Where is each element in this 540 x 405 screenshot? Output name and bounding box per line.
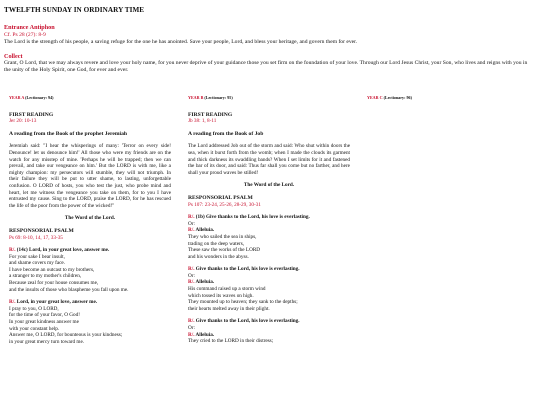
response-mark: R/.	[9, 247, 16, 254]
word-of-the-lord: The Word of the Lord.	[243, 182, 295, 189]
alleluia-response	[188, 227, 350, 234]
response-mark: R/.	[188, 214, 195, 221]
year-b-label: YEAR B	[188, 95, 204, 100]
alleluia-response	[188, 332, 350, 339]
entrance-antiphon-ref: Cf. Ps 28 (27): 8-9	[4, 32, 46, 38]
response-mark: R/.	[188, 279, 195, 286]
verse-line: In your great kindness answer me	[9, 319, 79, 326]
verse-line: with your constant help.	[9, 325, 60, 332]
year-b-column	[188, 95, 350, 351]
alleluia-response	[188, 279, 350, 286]
collect-heading: Collect	[4, 53, 23, 60]
response-text: Give thanks to the Lord, his love is everlasting.	[195, 318, 300, 325]
response-mark: R/.	[188, 331, 195, 338]
response-mark: R/.	[188, 266, 195, 273]
psalm-label: RESPONSORIAL PSALM	[9, 227, 74, 234]
psalm-response	[9, 247, 171, 254]
verse-line: and the insults of those who blaspheme you fall upon me.	[9, 286, 129, 293]
or-label: Or:	[188, 220, 195, 227]
year-c-column	[367, 95, 529, 112]
alleluia-text: Alleluia.	[195, 279, 215, 286]
entrance-antiphon-heading: Entrance Antiphon	[4, 24, 55, 31]
psalm-verse	[188, 286, 350, 312]
or-label: Or:	[188, 325, 195, 332]
verse-line: Because zeal for your house consumes me,	[9, 280, 99, 287]
collect-text: Grant, O Lord, that we may always revere and love your holy name, for you never deprive of your guidance those you set firm on the foundation of your love. Through our Lord Jesus Christ, your Son, who lives and reigns with you in the unity of the Holy Spirit, one God, for ever and ever.	[4, 60, 528, 73]
verse-line: They who sailed the sea in ships,	[188, 233, 257, 240]
verse-line: which tossed its waves on high.	[188, 292, 254, 299]
response-mark: R/.	[9, 299, 16, 306]
first-reading-text: The Lord addressed Job out of the storm and said: Who shut within doors the sea, when it burst forth from the womb; when I made the clouds its garment and thick darkness its swaddling bands? When I set limits for it and fastened the bar of its door, and said: Thus far shall you come but no farther, and here shall your proud waves be stilled!	[188, 143, 350, 176]
psalm-ref: Ps 69: 8-10, 14, 17, 33-35	[9, 234, 63, 241]
psalm-response	[188, 266, 350, 273]
year-a-lectionary: (Lectionary: 94)	[25, 95, 54, 100]
response-text: Give thanks to the Lord, his love is everlasting.	[195, 266, 300, 273]
year-b-lectionary: (Lectionary: 95)	[204, 95, 233, 100]
first-reading-label: FIRST READING	[188, 111, 233, 118]
year-b-header	[188, 95, 350, 102]
psalm-response	[188, 318, 350, 325]
page-title: TWELFTH SUNDAY IN ORDINARY TIME	[4, 6, 145, 14]
psalm-label: RESPONSORIAL PSALM	[188, 194, 253, 201]
year-a-header	[9, 95, 171, 102]
alleluia-text: Alleluia.	[195, 227, 215, 234]
psalm-response	[188, 214, 350, 221]
verse-line: His command raised up a storm wind	[188, 286, 266, 293]
year-c-lectionary: (Lectionary: 96)	[383, 95, 412, 100]
year-a-column	[9, 95, 171, 351]
first-reading-title: A reading from the Book of Job	[188, 130, 264, 137]
psalm-response	[9, 299, 171, 306]
psalm-verse	[9, 254, 171, 294]
alleluia-text: Alleluia.	[195, 331, 215, 338]
year-c-header	[367, 95, 529, 102]
verse-line: I pray to you, O LORD,	[9, 305, 59, 312]
or-label: Or:	[188, 272, 195, 279]
response-text: Lord, in your great love, answer me.	[16, 299, 98, 306]
psalm-verse	[188, 234, 350, 260]
response-text: (1b) Give thanks to the Lord, his love is everlasting.	[195, 214, 310, 221]
psalm-ref: Ps 107: 23-24, 25-26, 28-29, 30-31	[188, 201, 261, 208]
verse-line: These saw the works of the LORD	[188, 247, 261, 254]
verse-line: for the time of your favor, O God!	[9, 312, 80, 319]
first-reading-ref: Jb 38: 1, 8-11	[188, 118, 217, 125]
first-reading-title: A reading from the Book of the prophet Jeremiah	[9, 130, 127, 137]
verse-line: They mounted up to heaven; they sank to the depths;	[188, 299, 298, 306]
verse-line: For your sake I bear insult,	[9, 253, 65, 260]
year-a-label: YEAR A	[9, 95, 25, 100]
psalm-verse	[188, 338, 350, 345]
verse-line: and shame covers my face.	[9, 260, 66, 267]
response-mark: R/.	[188, 318, 195, 325]
verse-line: trading on the deep waters,	[188, 240, 245, 247]
response-mark: R/.	[188, 227, 195, 234]
first-reading-ref: Jer 20: 10-13	[9, 118, 37, 125]
verse-line: in your great mercy turn toward me.	[9, 338, 85, 345]
verse-line: their hearts melted away in their plight.	[188, 305, 270, 312]
verse-line: I have become an outcast to my brothers,	[9, 266, 95, 273]
verse-line: Answer me, O LORD, for bounteous is your kindness;	[9, 332, 123, 339]
verse-line: and his wonders in the abyss.	[188, 253, 249, 260]
first-reading-label: FIRST READING	[9, 111, 54, 118]
word-of-the-lord: The Word of the Lord.	[64, 215, 116, 222]
response-text: (14c) Lord, in your great love, answer me.	[16, 247, 110, 254]
year-c-label: YEAR C	[367, 95, 383, 100]
first-reading-text: Jeremiah said: "I hear the whisperings of many: 'Terror on every side! Denounce! let us denounce him!' All those who were my friends are on the watch for any misstep of mine. 'Perhaps he will be trapped; then we can prevail, and take our vengeance on him.' But the LORD is with me, like a mighty champion: my persecutors will stumble, they will not triumph. In their failure they will be put to utter shame, to lasting, unforgettable confusion. O LORD of hosts, you who test the just, who probe mind and heart, let me witness the vengeance you take on them, for to you I have entrusted my cause. Sing to the LORD, praise the LORD, for he has rescued the life of the poor from the power of the wicked!"	[9, 143, 171, 209]
entrance-antiphon-text: The Lord is the strength of his people, a saving refuge for the one he has anointed. Save your people, Lord, and bless your heritage, and govern them for ever.	[4, 39, 358, 45]
verse-line: a stranger to my mother's children,	[9, 273, 82, 280]
verse-line: They cried to the LORD in their distress;	[188, 338, 274, 345]
psalm-verse	[9, 306, 171, 346]
